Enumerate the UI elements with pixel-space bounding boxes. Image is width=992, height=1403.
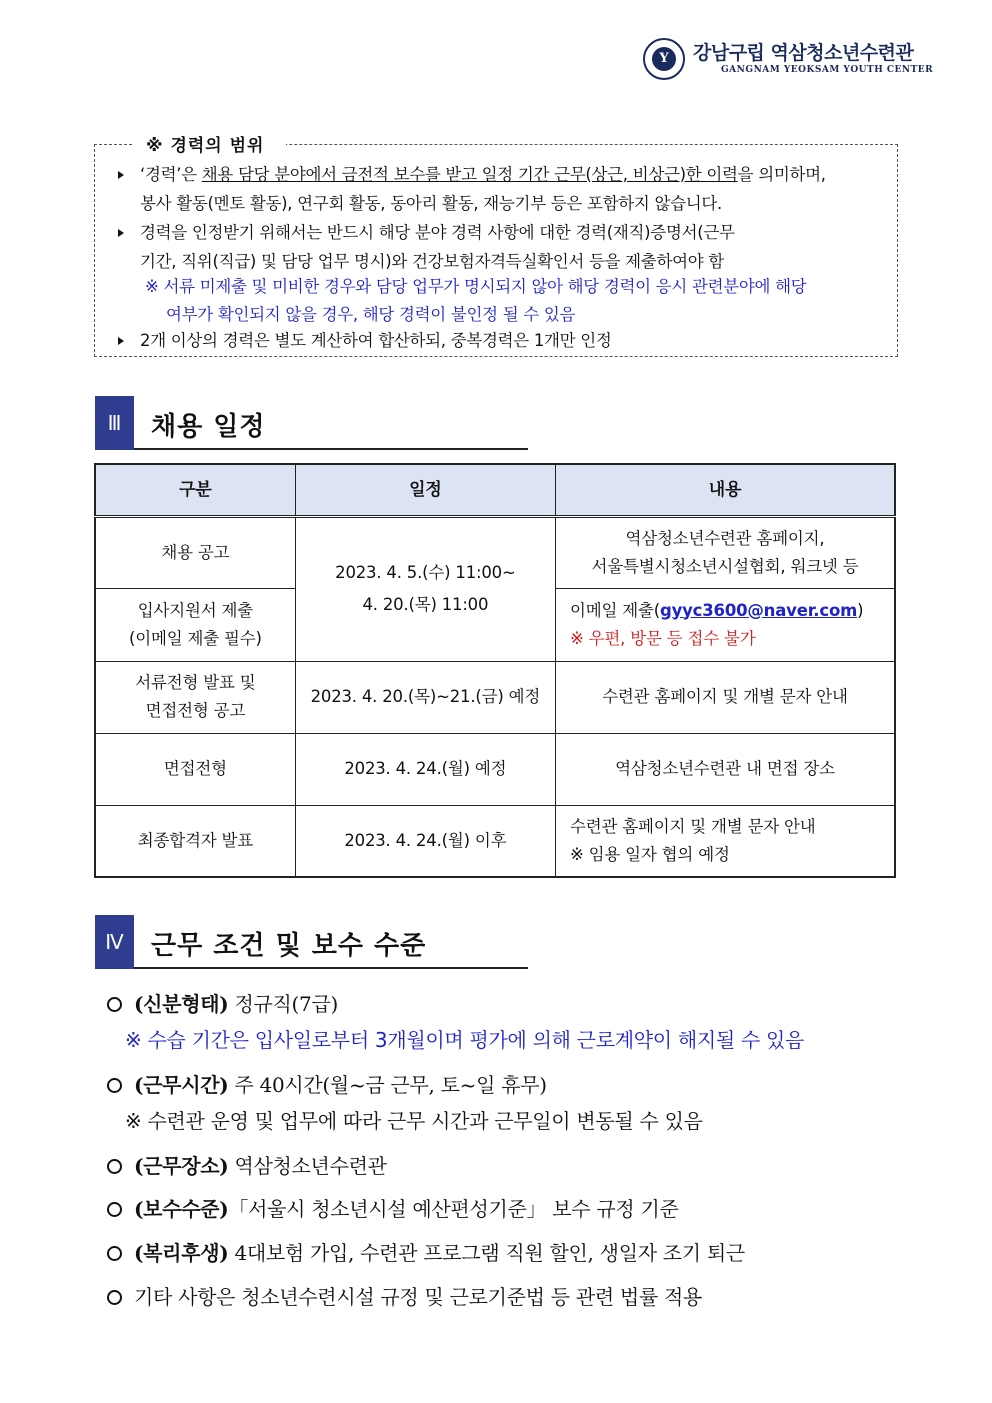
row1-content-line2: 서울특별시청소년시설협회, 워크넷 등 <box>591 556 859 576</box>
schedule-table <box>94 463 896 878</box>
section-3-title: 채용 일정 <box>151 412 266 442</box>
scope-item-1 <box>118 160 888 218</box>
condition-text: 주 40시간(월~금 근무, 토~일 휴무) <box>228 1073 547 1097</box>
hours-note: ※ 수련관 운영 및 업무에 따라 근무 시간과 근무일이 변동될 수 있음 <box>125 1109 703 1133</box>
condition-employment-type <box>107 988 338 1017</box>
table-row <box>95 733 895 805</box>
bullet-triangle-icon <box>118 171 124 179</box>
bullet-triangle-icon <box>118 229 124 237</box>
section-4-header <box>95 915 528 969</box>
condition-benefits <box>107 1237 745 1266</box>
section-4-title: 근무 조건 및 보수 수준 <box>151 931 427 961</box>
table-row <box>95 516 895 588</box>
row2-category <box>95 588 295 661</box>
row1-category: 채용 공고 <box>95 516 295 588</box>
scope-item-3-text: 2개 이상의 경력은 별도 계산하여 합산하되, 중복경력은 1개만 인정 <box>140 331 612 350</box>
row1-content-line1: 역삼청소년수련관 홈페이지, <box>625 528 825 548</box>
condition-label: (신분형태) <box>134 992 229 1016</box>
circle-bullet-icon <box>107 1202 122 1217</box>
section-3-number: Ⅲ <box>95 396 134 450</box>
row5-category: 최종합격자 발표 <box>95 805 295 877</box>
row3-date: 2023. 4. 20.(목)~21.(금) 예정 <box>295 661 555 733</box>
row4-content: 역삼청소년수련관 내 면접 장소 <box>555 733 895 805</box>
circle-bullet-icon <box>107 1159 122 1174</box>
scope-note-line1: ※ 서류 미제출 및 미비한 경우와 담당 업무가 명시되지 않아 해당 경력이 응시 관련분야에 해당 <box>145 277 807 296</box>
email-link[interactable]: gyyc3600@naver.com <box>659 600 858 620</box>
row3-category <box>95 661 295 733</box>
scope-item-1-line2: 봉사 활동(멘토 활동), 연구회 활동, 동아리 활동, 재능기부 등은 포함하지 않습니다. <box>140 194 722 213</box>
condition-text: 「서울시 청소년시설 예산편성기준」 보수 규정 기준 <box>228 1197 679 1221</box>
row5-date: 2023. 4. 24.(월) 이후 <box>295 805 555 877</box>
row5-content-line2: ※ 임용 일자 협의 예정 <box>569 844 730 864</box>
condition-label: (근무시간) <box>134 1073 229 1097</box>
col-header-category: 구분 <box>95 464 295 516</box>
col-header-date: 일정 <box>295 464 555 516</box>
condition-text: 기타 사항은 청소년수련시설 규정 및 근로기준법 등 관련 법률 적용 <box>134 1285 703 1309</box>
table-row <box>95 661 895 733</box>
row2-category-line2: (이메일 제출 필수) <box>129 628 262 648</box>
merged-date-line1: 2023. 4. 5.(수) 11:00~ <box>335 563 516 582</box>
row3-category-line1: 서류전형 발표 및 <box>135 673 256 692</box>
scope-note <box>145 273 890 329</box>
org-logo <box>643 36 934 84</box>
org-name-en: GANGNAM YEOKSAM YOUTH CENTER <box>721 65 934 75</box>
col-header-content: 내용 <box>555 464 895 516</box>
circle-bullet-icon <box>107 1290 122 1305</box>
section-3-header <box>95 396 528 450</box>
row2-content <box>555 588 895 661</box>
row5-content <box>555 805 895 877</box>
circle-bullet-icon <box>107 997 122 1012</box>
row4-category: 면접전형 <box>95 733 295 805</box>
email-prefix: 이메일 제출( <box>569 600 660 620</box>
condition-work-hours <box>107 1069 547 1098</box>
condition-label: (복리후생) <box>134 1241 229 1265</box>
probation-note: ※ 수습 기간은 입사일로부터 3개월이며 평가에 의해 근로계약이 해지될 수 있음 <box>125 1028 805 1052</box>
emblem-letter: Y <box>652 47 676 71</box>
row3-category-line2: 면접전형 공고 <box>145 701 246 720</box>
row4-date: 2023. 4. 24.(월) 예정 <box>295 733 555 805</box>
scope-item-3 <box>118 326 888 355</box>
merged-date-cell <box>295 516 555 661</box>
table-row <box>95 805 895 877</box>
row1-content <box>555 516 895 588</box>
merged-date-line2: 4. 20.(목) 11:00 <box>362 595 489 614</box>
email-suffix: ) <box>857 600 864 620</box>
circle-bullet-icon <box>107 1078 122 1093</box>
section-4-number: Ⅳ <box>95 915 134 969</box>
scope-item-1-underlined: 채용 담당 분야에서 금전적 보수를 받고 일정 기간 근무(상근, 비상근)한 이력 <box>201 165 738 184</box>
bullet-triangle-icon <box>118 337 124 345</box>
row3-content: 수련관 홈페이지 및 개별 문자 안내 <box>555 661 895 733</box>
row2-category-line1: 입사지원서 제출 <box>137 600 253 620</box>
condition-workplace <box>107 1150 387 1179</box>
scope-item-1-suffix: 을 의미하며, <box>737 165 826 184</box>
scope-item-2 <box>118 218 888 276</box>
condition-label: (보수수준) <box>134 1197 229 1221</box>
circle-bullet-icon <box>107 1246 122 1261</box>
scope-item-2-line1: 경력을 인정받기 위해서는 반드시 해당 분야 경력 사항에 대한 경력(재직)증명서(근무 <box>140 223 735 242</box>
career-scope-title: ※ 경력의 범위 <box>134 131 286 156</box>
condition-text: 4대보험 가입, 수련관 프로그램 직원 할인, 생일자 조기 퇴근 <box>228 1241 745 1265</box>
org-emblem-icon <box>643 38 685 80</box>
scope-note-line2: 여부가 확인되지 않을 경우, 해당 경력이 불인정 될 수 있음 <box>166 305 576 324</box>
row5-content-line1: 수련관 홈페이지 및 개별 문자 안내 <box>569 816 816 836</box>
condition-label: (근무장소) <box>134 1154 229 1178</box>
condition-salary <box>107 1193 679 1222</box>
scope-item-1-prefix: ‘경력’은 <box>140 165 202 184</box>
org-name: 강남구립 역삼청소년수련관 <box>693 42 914 64</box>
table-header-row <box>95 464 895 516</box>
condition-other <box>107 1281 702 1310</box>
row2-content-note: ※ 우편, 방문 등 접수 불가 <box>569 628 756 648</box>
scope-item-2-line2: 기간, 직위(직급) 및 담당 업무 명시)와 건강보험자격득실확인서 등을 제출하여야 함 <box>140 252 724 271</box>
condition-text: 역삼청소년수련관 <box>228 1154 387 1178</box>
condition-text: 정규직(7급) <box>228 992 338 1016</box>
